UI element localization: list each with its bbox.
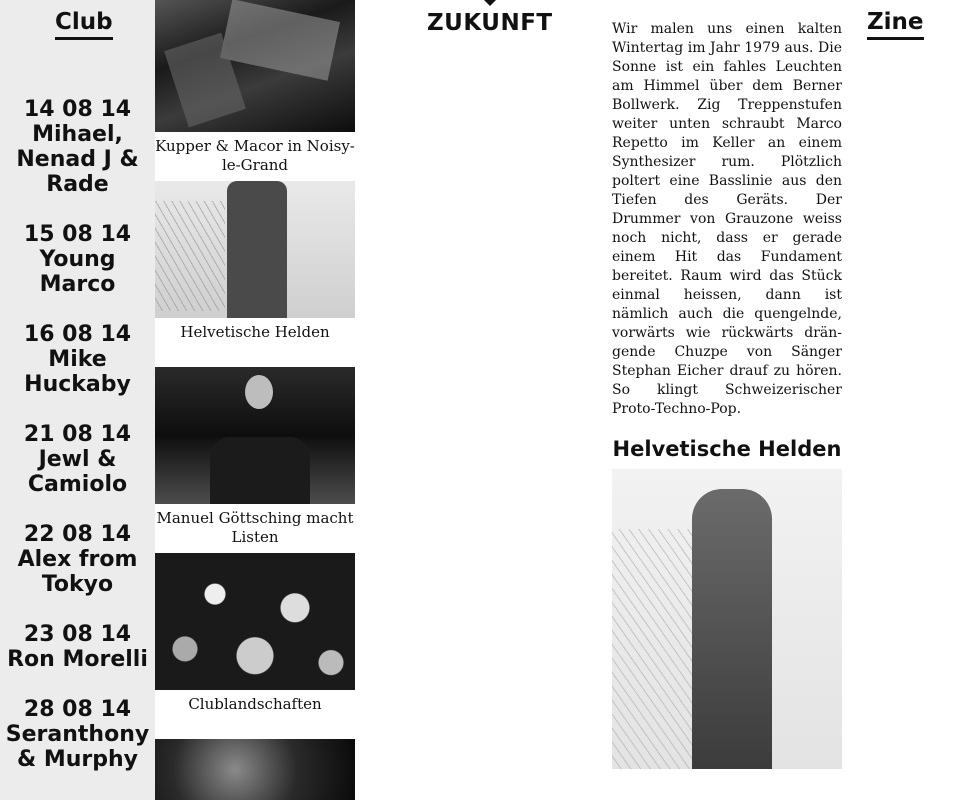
event-name: Mihael, Nenad J & Rade [16, 122, 139, 197]
event-list [0, 97, 155, 772]
zine-caption[interactable]: Manuel Göttsching macht Listen [156, 509, 354, 546]
event-date: 28 08 14 [23, 697, 132, 722]
zine-card[interactable] [155, 553, 355, 714]
active-indicator-arrow [484, 0, 496, 6]
zine-thumbnail[interactable] [155, 0, 355, 132]
zine-card[interactable] [155, 367, 355, 547]
zine-caption[interactable]: Helvetische Helden [180, 323, 330, 341]
event-date: 23 08 14 [23, 622, 132, 647]
event-item[interactable] [0, 322, 155, 397]
zukunft-nav-link[interactable]: ZUKUNFT [427, 10, 553, 36]
event-name: Jewl & Camiolo [27, 447, 128, 497]
event-item[interactable] [0, 522, 155, 597]
zine-card[interactable] [155, 739, 355, 800]
club-nav-link[interactable]: Club [55, 8, 113, 40]
zine-card[interactable] [155, 0, 355, 175]
zine-thumbnail[interactable] [155, 553, 355, 690]
zine-card[interactable] [155, 181, 355, 342]
article-body: Wir malen uns einen kalten Wintertag im Jahr 1979 aus. Die Sonne ist ein fahles Leuchten am Himmel über dem Berner Bollwerk. Zig Treppenstufen weiter unten schraubt Marco Repetto im Keller an einem Synthesizer rum. Plötzlich poltert eine Basslinie aus den Tiefen des Geräts. Der Drummer von Grauzone weiss noch nicht, dass er gerade einem Hit das Fundament bereitet. Raum wird das Stück einmal heissen, dann ist nämlich auch die quengelnde, vorwärts wie rückwärts drängende Chuzpe von Sänger Stephan Eicher drauf zu hören. So klingt Schweizerischer Proto-Techno-Pop. [612, 21, 842, 417]
club-sidebar [0, 0, 155, 800]
event-date: 14 08 14 [23, 97, 132, 122]
event-date: 22 08 14 [23, 522, 132, 547]
event-item[interactable] [0, 622, 155, 672]
event-item[interactable] [0, 697, 155, 772]
event-item[interactable] [0, 222, 155, 297]
zine-thumbnail[interactable] [155, 739, 355, 800]
event-name: Young Marco [39, 247, 116, 297]
event-item[interactable] [0, 97, 155, 197]
event-item[interactable] [0, 422, 155, 497]
event-date: 21 08 14 [23, 422, 132, 447]
feature-title[interactable]: Helvetische Helden [612, 437, 842, 461]
zine-thumbnail-column [155, 0, 355, 800]
event-name: Mike Huckaby [24, 347, 131, 397]
zine-caption[interactable]: Clublandschaften [188, 695, 322, 713]
zine-thumbnail[interactable] [155, 367, 355, 504]
zine-caption[interactable]: Kupper & Macor in Noisy-le-Grand [155, 137, 355, 174]
event-name: Ron Morelli [7, 647, 148, 672]
zine-thumbnail[interactable] [155, 181, 355, 318]
zine-nav-link[interactable]: Zine [867, 8, 924, 40]
feature-image[interactable] [612, 469, 842, 769]
event-date: 15 08 14 [23, 222, 132, 247]
event-name: Alex from Tokyo [17, 547, 138, 597]
event-date: 16 08 14 [23, 322, 132, 347]
event-name: Seranthony & Murphy [5, 722, 150, 772]
article [612, 20, 842, 769]
